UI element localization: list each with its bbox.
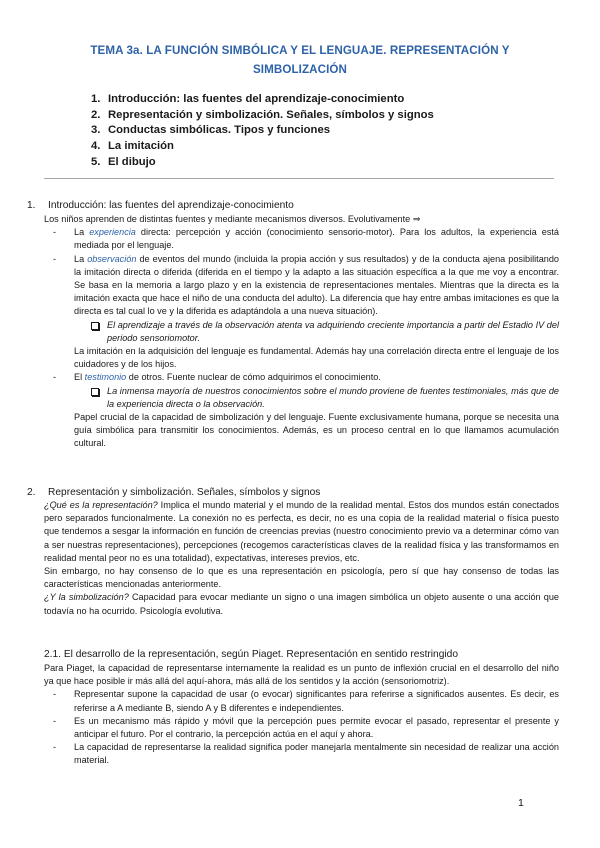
term-observacion: observación bbox=[87, 253, 137, 264]
text-run: directa: percepción y acción (conocimiento sensorio-motor). Para los adultos, la experiencia está mediada por el lenguaje. bbox=[74, 227, 560, 251]
text-run: Implica el mundo material y el mundo de la realidad mental. Estos dos mundos están conectados pero separados funcionalmente. La conexión no es perfecta, es decir, no es una copia de la realidad material o física puesto que tendemos a sesgar la información en función de creencias previas (nuestro conocimiento previo va a determinar cómo van a ser nuestras representaciones), percepciones (recogemos características claves de la realidad física y las transformamos en realidad mental peor no es una totalidad), expectativas, intereses previos, etc. bbox=[44, 500, 560, 563]
bullet-dash: - bbox=[53, 253, 57, 264]
section-number: 1. bbox=[27, 200, 36, 211]
toc-item bbox=[91, 123, 531, 139]
toc-item bbox=[91, 92, 531, 108]
toc-number: 3. bbox=[91, 124, 101, 137]
bullet-item bbox=[44, 741, 559, 767]
toc-number: 5. bbox=[91, 155, 101, 168]
text-run: La bbox=[74, 227, 90, 238]
page-number: 1 bbox=[518, 797, 524, 809]
toc-text: Representación y simbolización. Señales, símbolos y signos bbox=[108, 108, 434, 121]
paragraph bbox=[44, 591, 559, 617]
bullet-dash: - bbox=[53, 742, 57, 753]
bullet-text: Representar supone la capacidad de usar (o evocar) significantes para referirse a significados ausentes. Es decir, es referirse a A mediante B, siendo A y B diferentes e independientes. bbox=[74, 689, 559, 713]
document-title: TEMA 3a. LA FUNCIÓN SIMBÓLICA Y EL LENGUAJE. REPRESENTACIÓN Y SIMBOLIZACIÓN bbox=[90, 44, 510, 76]
text-run: La bbox=[74, 253, 88, 264]
question-simbolizacion: ¿Y la simbolización? bbox=[44, 592, 129, 603]
paragraph bbox=[44, 499, 559, 565]
section-number: 2. bbox=[27, 487, 36, 498]
term-experiencia: experiencia bbox=[89, 227, 136, 238]
note-text: La inmensa mayoría de nuestros conocimientos sobre el mundo proviene de fuentes testimoniales, más que de la experiencia directa o la observación. bbox=[107, 385, 559, 409]
section-2-heading bbox=[27, 486, 567, 500]
text-run: de eventos del mundo (incluida la propia acción y sus resultados) y de la conducta ajena posibilitando la imitación directa o diferida (diferida en el tiempo y la adapto a las situación específica a la que me voy a encontrar. Se basa en la memoria a largo plazo y en la existencia de representaciones mentales. Mientras que la directa es la imitación exacta que hace el niño de una conducta del adulto). La diferencia que hay entre ambas imitaciones es que la directa es tal cual lo ve y la diferida es adaptándola a una nueva situación). bbox=[74, 253, 559, 317]
section-1-heading bbox=[27, 199, 567, 213]
section-2-1-body bbox=[44, 662, 559, 768]
toc-text: El dibujo bbox=[108, 155, 156, 168]
toc-number: 4. bbox=[91, 140, 101, 153]
section-1-body bbox=[44, 213, 559, 451]
text-run: El bbox=[74, 372, 85, 383]
section-2-body bbox=[44, 499, 559, 618]
note-testimonio bbox=[91, 385, 559, 411]
horizontal-divider bbox=[44, 178, 554, 179]
bullet-testimonio bbox=[44, 371, 559, 384]
toc-text: Conductas simbólicas. Tipos y funciones bbox=[108, 124, 331, 137]
section-title: Representación y simbolización. Señales, símbolos y signos bbox=[48, 487, 321, 498]
table-of-contents bbox=[91, 92, 531, 171]
note-observacion bbox=[91, 319, 559, 345]
bullet-dash: - bbox=[53, 689, 57, 700]
toc-text: Introducción: las fuentes del aprendizaje-conocimiento bbox=[108, 93, 405, 105]
checkbox-bullet-icon bbox=[91, 319, 107, 345]
bullet-text: La capacidad de representarse la realidad significa poder manejarla mentalmente sin necesidad de realizar una acción material. bbox=[74, 742, 559, 766]
toc-text: La imitación bbox=[108, 140, 174, 153]
question-representacion: ¿Qué es la representación? bbox=[44, 500, 158, 510]
section-2-1-heading bbox=[44, 648, 564, 662]
bullet-experiencia bbox=[44, 226, 559, 252]
toc-item bbox=[91, 155, 531, 171]
text-run: Capacidad para evocar mediante un signo o una imagen simbólica un objeto ausente o una acción que todavía no ha ocurrido. Psicología evolutiva. bbox=[44, 592, 560, 616]
checkbox-bullet-icon bbox=[91, 385, 107, 411]
bullet-observacion bbox=[44, 253, 559, 319]
bullet-dash: - bbox=[53, 372, 57, 383]
paragraph: Papel crucial de la capacidad de simbolización y del lenguaje. Fuente exclusivamente humana, porque se necesita una guía simbólica para transmitir los conocimientos. Además, es un proceso central en lo que llamamos acumulación cultural. bbox=[74, 412, 559, 449]
term-testimonio: testimonio bbox=[84, 372, 127, 383]
toc-item bbox=[91, 139, 531, 155]
bullet-dash: - bbox=[53, 227, 57, 238]
bullet-item bbox=[44, 715, 559, 741]
section-title: Introducción: las fuentes del aprendizaje-conocimiento bbox=[48, 200, 294, 211]
paragraph: Los niños aprenden de distintas fuentes y mediante mecanismos diversos. Evolutivamente ⇒ bbox=[44, 214, 421, 224]
toc-number: 2. bbox=[91, 108, 101, 121]
paragraph: Para Piaget, la capacidad de representarse internamente la realidad es un punto de inflexión crucial en el desarrollo del niño ya que hace posible ir más allá del aquí-ahora, más allá de los sentidos y la acción (sensoriomotriz). bbox=[44, 663, 559, 687]
bullet-item bbox=[44, 688, 559, 714]
paragraph: La imitación en la adquisición del lenguaje es fundamental. Además hay una correlación directa entre el lenguaje de los cuidadores y de los hijos. bbox=[74, 346, 559, 370]
bullet-dash: - bbox=[53, 715, 57, 726]
toc-number: 1. bbox=[91, 93, 101, 105]
toc-item bbox=[91, 108, 531, 124]
subsection-title: 2.1. El desarrollo de la representación, según Piaget. Representación en sentido restringido bbox=[44, 649, 458, 660]
note-text: El aprendizaje a través de la observación atenta va adquiriendo creciente importancia a partir del Estadio IV del periodo sensoriomotor. bbox=[107, 319, 559, 343]
bullet-text: Es un mecanismo más rápido y móvil que la percepción pues permite evocar el pasado, representar el presente y anticipar el futuro. Por el contrario, la percepción actúa en el aquí y ahora. bbox=[74, 715, 559, 740]
paragraph: Sin embargo, no hay consenso de lo que es una representación en psicología, pero sí que hay consenso de todas las características mencionadas anteriormente. bbox=[44, 566, 559, 590]
text-run: de otros. Fuente nuclear de cómo adquirimos el conocimiento. bbox=[126, 372, 381, 383]
